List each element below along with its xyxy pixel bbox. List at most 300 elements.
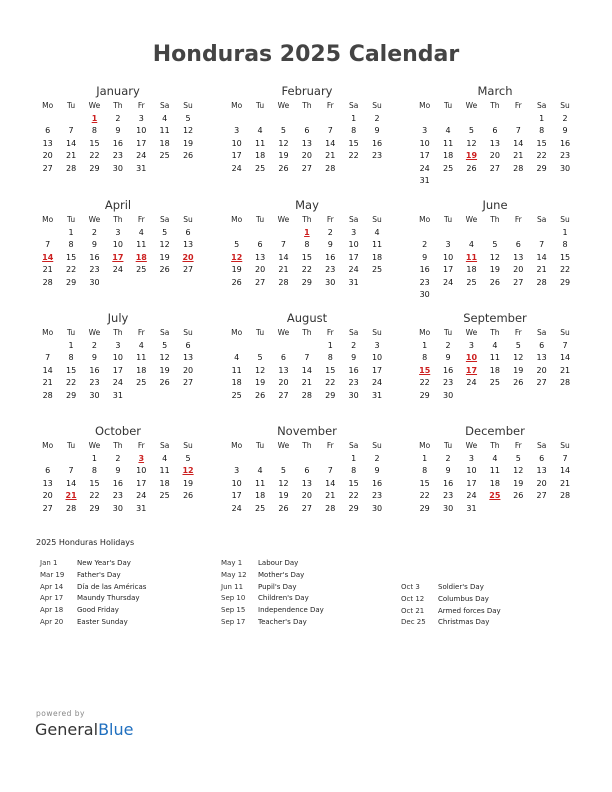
day-cell: 24	[112, 378, 123, 387]
day-cell: 17	[348, 252, 359, 262]
day-cell: 19	[182, 478, 194, 488]
holiday-date: May 1	[221, 559, 243, 567]
powered-by-text: powered by	[36, 709, 85, 718]
day-cell: 10	[371, 353, 383, 362]
weekday-header: Sa	[536, 328, 547, 337]
day-cell: 21	[325, 151, 336, 160]
weekday-header: Sa	[536, 441, 547, 450]
day-cell: 16	[559, 138, 571, 148]
weekday-header: Th	[113, 215, 123, 224]
weekday-header: Sa	[348, 328, 359, 337]
day-cell: 30	[442, 390, 454, 400]
holiday-name: Día de las Américas	[77, 582, 147, 591]
day-cell: 27	[42, 503, 53, 513]
empty-cell	[295, 340, 318, 353]
empty-cell	[483, 113, 506, 126]
empty-cell	[36, 113, 59, 126]
weekday-header: Th	[302, 441, 312, 450]
weekday-header: Tu	[443, 328, 453, 337]
holiday-date: Oct 12	[401, 594, 425, 603]
empty-cell	[225, 340, 248, 353]
day-cell: 9	[562, 126, 568, 135]
day-cell: 11	[489, 353, 500, 362]
holiday-day: 12	[231, 252, 243, 262]
weekday-header: Mo	[231, 328, 243, 337]
day-cell: 19	[159, 252, 170, 262]
month-september	[413, 311, 577, 402]
day-cell: 24	[419, 163, 430, 173]
day-cell: 15	[65, 252, 77, 262]
empty-cell	[248, 453, 271, 466]
empty-cell	[248, 340, 271, 353]
day-cell: 2	[115, 453, 121, 463]
month-name: October	[94, 424, 142, 438]
holiday-day: 10	[465, 353, 478, 362]
day-cell: 22	[89, 491, 100, 500]
day-cell: 23	[371, 491, 383, 500]
weekday-header: Tu	[255, 328, 265, 337]
day-cell: 14	[513, 138, 524, 148]
day-cell: 25	[371, 265, 383, 274]
day-cell: 9	[351, 353, 357, 362]
holiday-name: Pupil's Day	[258, 582, 297, 591]
day-cell: 20	[182, 365, 194, 375]
day-cell: 18	[442, 151, 454, 160]
day-cell: 26	[513, 378, 524, 387]
weekday-header: Sa	[348, 215, 359, 224]
day-cell: 28	[536, 277, 547, 287]
day-cell: 4	[162, 453, 168, 463]
holiday-date: Jun 11	[221, 582, 244, 591]
day-cell: 15	[536, 138, 547, 148]
weekday-header: Su	[560, 441, 570, 450]
day-cell: 11	[136, 353, 147, 362]
day-cell: 7	[45, 240, 51, 249]
weekday-header: Fr	[326, 328, 334, 337]
day-cell: 10	[231, 138, 242, 148]
weekday-header: Su	[183, 215, 193, 224]
day-cell: 22	[419, 378, 430, 387]
day-cell: 28	[325, 503, 336, 513]
day-cell: 3	[234, 126, 240, 135]
day-cell: 13	[42, 138, 53, 148]
weekday-header: Mo	[419, 328, 431, 337]
day-cell: 5	[515, 340, 521, 350]
weekday-header: Mo	[231, 215, 243, 224]
day-cell: 11	[159, 126, 170, 135]
month-name: March	[477, 84, 513, 98]
day-grid	[225, 100, 389, 175]
day-cell: 23	[112, 151, 123, 160]
day-cell: 9	[91, 353, 98, 362]
holiday-name: Teacher's Day	[258, 617, 307, 626]
holiday-row	[40, 617, 146, 629]
holiday-day: 17	[112, 252, 124, 262]
day-cell: 17	[231, 491, 242, 500]
weekday-header: We	[277, 101, 290, 110]
day-cell: 11	[231, 365, 242, 375]
day-cell: 19	[278, 491, 289, 500]
day-cell: 24	[136, 491, 147, 500]
holiday-day: 21	[65, 491, 77, 500]
day-cell: 14	[559, 353, 571, 362]
weekday-header: Th	[490, 441, 500, 450]
empty-cell	[295, 453, 318, 466]
day-cell: 2	[422, 240, 428, 249]
day-cell: 9	[445, 466, 451, 475]
day-cell: 29	[536, 163, 547, 173]
month-name: June	[482, 198, 508, 212]
day-cell: 1	[539, 113, 545, 123]
day-cell: 6	[185, 227, 191, 237]
day-cell: 29	[65, 277, 77, 287]
day-cell: 28	[325, 163, 336, 173]
day-cell: 21	[65, 151, 77, 160]
holiday-date: Oct 3	[401, 583, 420, 591]
empty-cell	[460, 227, 483, 240]
month-october	[36, 424, 200, 515]
day-cell: 12	[278, 138, 289, 148]
weekday-header: We	[277, 328, 290, 337]
holiday-row	[221, 617, 324, 629]
holiday-date: Apr 20	[40, 617, 64, 626]
day-cell: 5	[185, 453, 191, 463]
day-cell: 8	[422, 353, 428, 362]
weekday-header: Fr	[514, 328, 522, 337]
weekday-header: We	[88, 328, 101, 337]
weekday-header: Su	[183, 101, 193, 110]
day-cell: 11	[489, 466, 500, 475]
day-cell: 16	[371, 138, 383, 148]
holiday-row	[221, 582, 324, 594]
weekday-header: Sa	[348, 441, 359, 450]
day-cell: 30	[442, 503, 454, 513]
weekday-header: Th	[113, 441, 123, 450]
day-cell: 6	[539, 340, 545, 350]
day-cell: 23	[89, 378, 100, 387]
month-name: December	[465, 424, 525, 438]
weekday-header: Sa	[536, 101, 547, 110]
holiday-name: Father's Day	[77, 570, 121, 579]
day-cell: 3	[468, 453, 475, 463]
empty-cell	[295, 113, 318, 126]
day-cell: 1	[68, 340, 74, 350]
day-cell: 10	[348, 240, 359, 249]
holiday-day: 1	[91, 113, 98, 123]
month-name: February	[281, 84, 333, 98]
day-cell: 29	[325, 390, 336, 400]
day-cell: 7	[515, 126, 521, 135]
day-cell: 30	[348, 390, 359, 400]
day-cell: 9	[374, 126, 380, 135]
day-cell: 4	[257, 466, 263, 475]
day-cell: 12	[513, 466, 524, 475]
day-cell: 15	[89, 478, 100, 488]
empty-cell	[36, 453, 59, 466]
weekday-header: Sa	[536, 215, 547, 224]
day-cell: 15	[348, 478, 359, 488]
day-cell: 20	[301, 491, 312, 500]
day-cell: 22	[89, 151, 100, 160]
day-cell: 9	[91, 240, 98, 249]
day-cell: 22	[65, 378, 77, 387]
day-cell: 3	[422, 126, 428, 135]
day-cell: 16	[348, 365, 359, 375]
day-cell: 23	[89, 265, 100, 274]
weekday-header: Mo	[42, 215, 54, 224]
holiday-date: Dec 25	[401, 618, 426, 627]
day-cell: 12	[489, 252, 500, 262]
day-cell: 27	[254, 277, 266, 287]
day-cell: 15	[325, 365, 336, 375]
holiday-name: Easter Sunday	[77, 617, 128, 626]
day-cell: 2	[91, 227, 98, 237]
weekday-header: Tu	[443, 215, 453, 224]
day-cell: 26	[254, 390, 266, 400]
day-cell: 26	[182, 491, 194, 500]
day-cell: 11	[159, 466, 170, 475]
day-cell: 4	[138, 340, 144, 350]
day-cell: 11	[136, 240, 147, 249]
day-cell: 13	[536, 353, 547, 362]
empty-cell	[319, 453, 342, 466]
day-cell: 15	[348, 138, 359, 148]
month-name: January	[96, 84, 140, 98]
day-cell: 24	[348, 265, 359, 274]
empty-cell	[248, 113, 271, 126]
day-cell: 29	[419, 503, 430, 513]
day-cell: 29	[559, 277, 571, 287]
holiday-date: Apr 18	[40, 606, 64, 615]
day-cell: 8	[68, 240, 74, 249]
day-cell: 18	[254, 151, 266, 160]
weekday-header: Su	[183, 441, 193, 450]
day-cell: 18	[231, 378, 242, 387]
day-cell: 28	[65, 503, 77, 513]
day-cell: 26	[231, 277, 242, 287]
day-cell: 10	[442, 252, 454, 262]
day-cell: 24	[466, 378, 477, 387]
day-cell: 20	[513, 265, 524, 274]
day-cell: 21	[325, 491, 336, 500]
day-cell: 9	[445, 353, 451, 362]
holiday-day: 3	[138, 453, 145, 463]
day-cell: 17	[371, 365, 383, 375]
day-cell: 26	[466, 163, 477, 173]
day-cell: 31	[466, 503, 477, 513]
empty-cell	[272, 227, 295, 240]
weekday-header: Su	[372, 328, 382, 337]
day-cell: 17	[442, 265, 454, 274]
empty-cell	[272, 340, 295, 353]
empty-cell	[319, 113, 342, 126]
empty-cell	[36, 340, 59, 353]
day-cell: 30	[559, 163, 571, 173]
holiday-row	[40, 605, 146, 617]
day-cell: 20	[489, 151, 500, 160]
day-cell: 2	[327, 227, 333, 237]
holiday-date: Apr 14	[40, 582, 64, 591]
day-cell: 17	[136, 478, 147, 488]
weekday-header: Tu	[66, 215, 76, 224]
weekday-header: We	[465, 215, 478, 224]
weekday-header: Fr	[137, 328, 145, 337]
day-cell: 15	[65, 365, 77, 375]
day-cell: 11	[254, 138, 266, 148]
weekday-header: Th	[490, 328, 500, 337]
day-grid	[413, 440, 577, 515]
day-cell: 9	[115, 466, 121, 475]
holiday-row	[401, 582, 501, 594]
weekday-header: Th	[113, 101, 123, 110]
day-cell: 28	[42, 277, 53, 287]
day-cell: 10	[112, 240, 123, 249]
day-cell: 8	[91, 126, 98, 135]
day-cell: 31	[136, 503, 147, 513]
day-cell: 14	[301, 365, 312, 375]
holiday-date: Mar 19	[40, 570, 65, 579]
empty-cell	[225, 227, 248, 240]
day-cell: 7	[68, 126, 74, 135]
day-cell: 30	[89, 390, 100, 400]
day-cell: 6	[280, 353, 287, 362]
day-cell: 7	[45, 353, 51, 362]
day-cell: 16	[112, 138, 123, 148]
weekday-header: We	[88, 441, 101, 450]
weekday-header: Tu	[443, 101, 453, 110]
day-cell: 7	[68, 466, 74, 475]
day-cell: 13	[278, 365, 289, 375]
month-name: July	[107, 311, 129, 325]
day-cell: 12	[278, 478, 289, 488]
day-cell: 27	[536, 378, 547, 387]
day-cell: 24	[371, 378, 383, 387]
weekday-header: We	[277, 441, 290, 450]
day-cell: 9	[422, 252, 428, 262]
holiday-name: Labour Day	[258, 559, 299, 567]
day-cell: 10	[231, 478, 242, 488]
day-cell: 22	[348, 151, 359, 160]
day-cell: 13	[182, 240, 194, 249]
day-cell: 4	[162, 113, 168, 123]
day-cell: 25	[231, 390, 242, 400]
day-cell: 17	[419, 151, 430, 160]
holiday-day: 1	[304, 227, 310, 237]
day-cell: 23	[442, 378, 454, 387]
empty-cell	[507, 113, 530, 126]
brand-general: General	[35, 720, 99, 739]
weekday-header: Su	[560, 215, 570, 224]
day-cell: 24	[112, 265, 123, 274]
day-cell: 4	[492, 340, 498, 350]
day-cell: 13	[42, 478, 53, 488]
holiday-row	[40, 593, 146, 605]
day-cell: 1	[422, 453, 428, 463]
day-cell: 14	[536, 252, 547, 262]
weekday-header: Fr	[514, 215, 522, 224]
empty-cell	[36, 227, 59, 240]
day-cell: 29	[65, 390, 77, 400]
month-name: May	[295, 198, 319, 212]
day-cell: 14	[325, 138, 336, 148]
weekday-header: Su	[183, 328, 193, 337]
weekday-header: Fr	[326, 101, 334, 110]
weekday-header: Su	[372, 101, 382, 110]
day-cell: 23	[371, 151, 383, 160]
day-cell: 3	[115, 340, 121, 350]
empty-cell	[59, 113, 82, 126]
month-november	[225, 424, 389, 515]
weekday-header: Su	[560, 101, 570, 110]
day-cell: 2	[91, 340, 98, 350]
day-cell: 19	[231, 265, 242, 274]
day-cell: 1	[562, 227, 568, 237]
holiday-row	[40, 558, 146, 570]
day-cell: 12	[466, 138, 477, 148]
weekday-header: Sa	[348, 101, 359, 110]
day-cell: 19	[254, 378, 266, 387]
day-cell: 26	[513, 491, 524, 500]
day-cell: 2	[562, 113, 568, 123]
day-cell: 13	[489, 138, 500, 148]
day-cell: 22	[419, 491, 430, 500]
day-grid	[36, 440, 200, 515]
day-cell: 5	[185, 113, 191, 123]
empty-cell	[59, 453, 82, 466]
holiday-day: 17	[465, 365, 478, 375]
holiday-day: 12	[182, 466, 194, 475]
day-cell: 8	[351, 126, 357, 135]
day-cell: 21	[559, 365, 571, 375]
day-cell: 17	[112, 365, 123, 375]
day-cell: 14	[65, 138, 77, 148]
day-cell: 26	[489, 277, 500, 287]
day-grid	[413, 100, 577, 188]
day-cell: 18	[489, 365, 500, 375]
day-cell: 24	[136, 151, 147, 160]
day-cell: 1	[351, 453, 357, 463]
day-cell: 12	[159, 240, 170, 249]
weekday-header: Mo	[42, 101, 54, 110]
day-cell: 7	[280, 240, 287, 249]
day-cell: 8	[68, 353, 74, 362]
day-cell: 6	[185, 340, 191, 350]
weekday-header: Su	[372, 441, 382, 450]
day-cell: 5	[162, 227, 168, 237]
month-june	[413, 198, 577, 302]
month-february	[225, 84, 389, 175]
day-cell: 21	[513, 151, 524, 160]
day-cell: 27	[182, 378, 194, 387]
day-cell: 8	[562, 240, 568, 249]
day-cell: 3	[115, 227, 121, 237]
day-cell: 14	[42, 365, 53, 375]
day-cell: 21	[536, 265, 547, 274]
day-cell: 6	[515, 240, 521, 249]
day-cell: 24	[231, 163, 242, 173]
day-cell: 6	[45, 126, 51, 135]
brand-logo	[35, 720, 133, 739]
day-cell: 2	[445, 340, 451, 350]
empty-cell	[507, 227, 530, 240]
day-cell: 7	[327, 126, 333, 135]
month-august	[225, 311, 389, 402]
day-cell: 5	[280, 466, 287, 475]
holiday-name: Children's Day	[258, 594, 309, 603]
day-cell: 19	[159, 365, 170, 375]
day-cell: 17	[466, 478, 477, 488]
day-cell: 1	[91, 453, 98, 463]
